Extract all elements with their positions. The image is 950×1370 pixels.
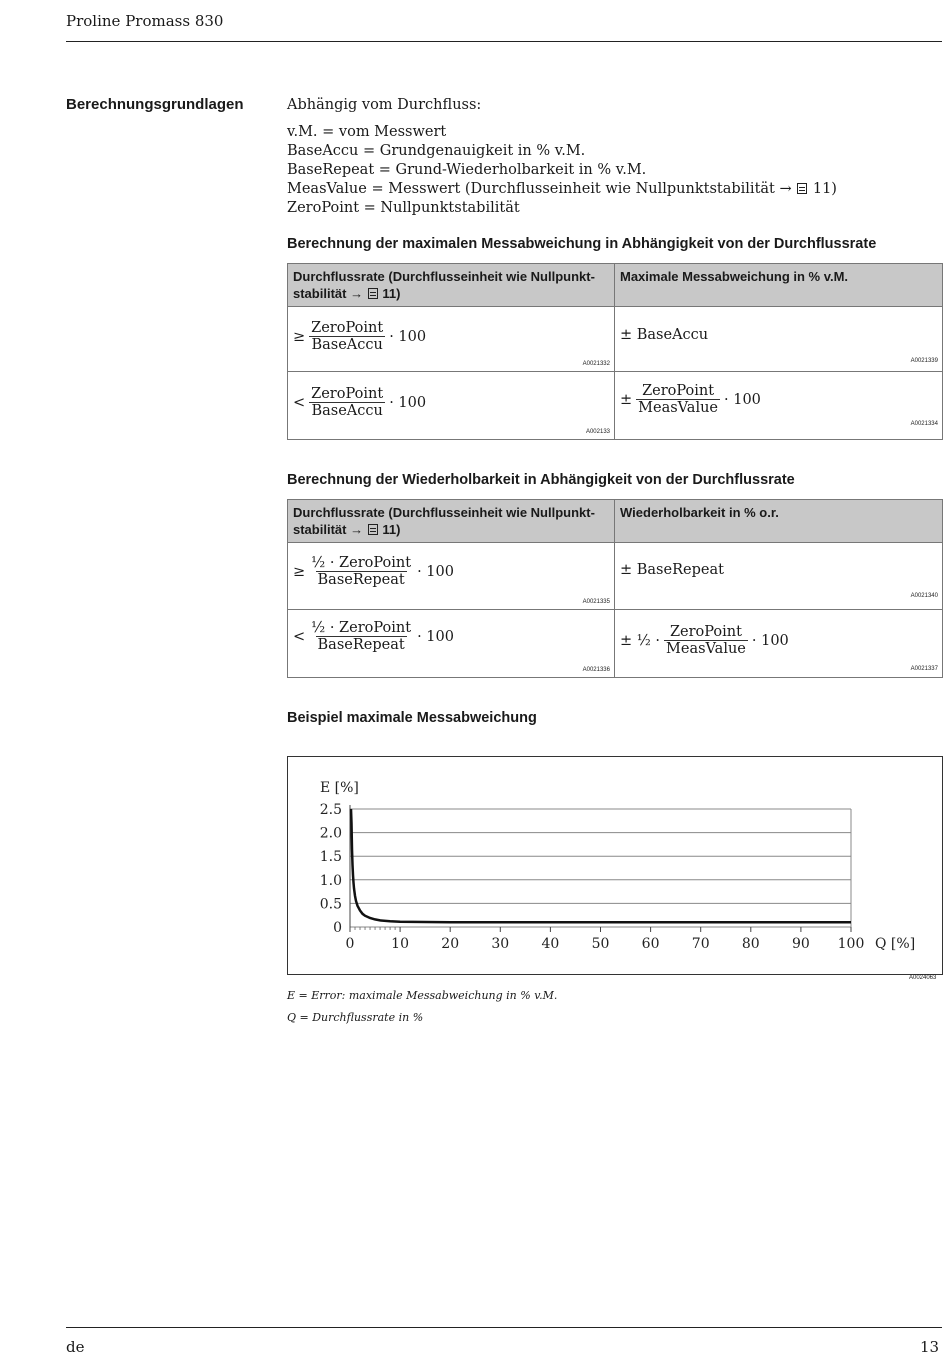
- denominator: MeasValue: [666, 641, 746, 657]
- operator: ≥: [293, 563, 306, 580]
- table1-row1-condition: [288, 307, 615, 372]
- numerator: ZeroPoint: [669, 624, 742, 640]
- error-curve: [351, 809, 851, 922]
- result-text: ± BaseRepeat: [620, 562, 724, 578]
- page-reference-icon: [797, 183, 807, 194]
- factor: · 100: [724, 391, 761, 408]
- repeatability-table: [287, 499, 943, 678]
- numerator: ½ · ZeroPoint: [311, 555, 412, 571]
- page-reference-icon: [368, 524, 378, 535]
- page-reference-icon: [368, 288, 378, 299]
- table1-col1-header-text: Durchflussrate (Durchflusseinheit wie Nullpunkt-stabilität →: [293, 269, 595, 301]
- definition-list: [287, 123, 837, 218]
- definition-measvalue-text: MeasValue = Messwert (Durchflusseinheit wie Nullpunktstabilität →: [287, 181, 792, 197]
- y-tick-label: 2.5: [319, 802, 342, 818]
- x-tick-label: 20: [441, 936, 460, 952]
- fraction: [309, 320, 385, 353]
- table1-col2-header: Maximale Messabweichung in % v.M.: [615, 264, 943, 307]
- operator: <: [293, 394, 306, 411]
- table2-col1-header-text: Durchflussrate (Durchflusseinheit wie Nullpunkt-stabilität →: [293, 505, 595, 537]
- table2-title: Berechnung der Wiederholbarkeit in Abhängigkeit von der Durchflussrate: [287, 472, 795, 488]
- error-chart: [288, 757, 942, 974]
- chart-frame: [287, 756, 943, 975]
- y-tick-label: 0.5: [319, 896, 342, 913]
- fraction: [664, 624, 748, 657]
- y-tick-label: 1.5: [319, 849, 342, 866]
- x-tick-label: 0: [345, 936, 355, 952]
- figure-code: A002133: [585, 429, 610, 435]
- denominator: MeasValue: [638, 400, 719, 416]
- table1-col1-header-ref[interactable]: 11): [382, 286, 401, 301]
- table2-row2-condition: [288, 610, 615, 678]
- table2-col1-header-ref[interactable]: 11): [382, 522, 401, 537]
- fraction: [309, 386, 385, 419]
- document-header-title: Proline Promass 830: [66, 12, 224, 30]
- factor: · 100: [389, 394, 427, 411]
- table2-row2-result: [615, 610, 943, 678]
- fraction: [636, 383, 720, 416]
- footer-rule: [66, 1327, 942, 1328]
- example-title: Beispiel maximale Messabweichung: [287, 710, 537, 726]
- x-axis-label: Q [%]: [875, 936, 916, 952]
- y-tick-label: 0: [333, 920, 342, 936]
- denominator: BaseRepeat: [317, 637, 405, 653]
- result-text: ± BaseAccu: [620, 327, 709, 343]
- x-tick-label: 90: [791, 936, 810, 952]
- plus-minus-half: ± ½ ·: [620, 632, 661, 649]
- operator: ≥: [293, 328, 306, 345]
- factor: · 100: [389, 328, 427, 345]
- x-tick-label: 70: [691, 936, 710, 952]
- denominator: BaseAccu: [311, 403, 383, 419]
- x-tick-label: 50: [591, 936, 610, 952]
- table1-title: Berechnung der maximalen Messabweichung in Abhängigkeit von der Durchflussrate: [287, 236, 877, 252]
- x-tick-label: 40: [541, 936, 560, 952]
- numerator: ZeroPoint: [311, 386, 384, 402]
- table2-row1-result: [615, 543, 943, 610]
- x-tick-label: 60: [641, 936, 660, 952]
- denominator: BaseRepeat: [317, 572, 405, 588]
- denominator: BaseAccu: [311, 337, 383, 353]
- definition-baserepeat: BaseRepeat = Grund-Wiederholbarkeit in % v.M.: [287, 162, 647, 178]
- definition-baseaccu: BaseAccu = Grundgenauigkeit in % v.M.: [287, 143, 586, 159]
- table1-col1-header: [288, 264, 615, 307]
- figure-code: A0021340: [910, 593, 938, 599]
- definition-measvalue-ref[interactable]: 11): [812, 181, 837, 197]
- header-rule: [66, 41, 942, 42]
- numerator: ZeroPoint: [311, 320, 384, 336]
- page-number: 13: [920, 1338, 940, 1356]
- x-tick-label: 100: [837, 936, 865, 952]
- y-tick-label: 1.0: [319, 872, 342, 889]
- x-tick-label: 10: [391, 936, 410, 952]
- section-side-heading: Berechnungsgrundlagen: [66, 96, 244, 113]
- table1-row2-result: [615, 372, 943, 440]
- footer-language: de: [66, 1338, 85, 1356]
- definition-vm: v.M. = vom Messwert: [287, 124, 447, 140]
- figure-code: A0021335: [582, 599, 610, 605]
- figure-code: A0021337: [910, 666, 938, 672]
- factor: · 100: [417, 628, 454, 645]
- definition-measvalue: [287, 180, 837, 199]
- caption-e: E = Error: maximale Messabweichung in % v.M.: [287, 989, 558, 1002]
- fraction: [309, 620, 413, 653]
- table2-col2-header: Wiederholbarkeit in % o.r.: [615, 500, 943, 543]
- definition-zeropoint: ZeroPoint = Nullpunktstabilität: [287, 200, 520, 216]
- max-error-table: [287, 263, 943, 440]
- table1-row1-result: [615, 307, 943, 372]
- table2-col1-header: [288, 500, 615, 543]
- figure-code: A0021334: [910, 421, 938, 427]
- figure-code: A0021336: [582, 667, 610, 673]
- factor: · 100: [417, 563, 454, 580]
- y-tick-label: 2.0: [319, 825, 342, 842]
- numerator: ZeroPoint: [642, 383, 715, 399]
- factor: · 100: [751, 632, 789, 649]
- figure-code: A0021332: [582, 361, 610, 367]
- fraction: [309, 555, 413, 588]
- x-tick-label: 80: [741, 936, 760, 952]
- table1-row2-condition: [288, 372, 615, 440]
- numerator: ½ · ZeroPoint: [311, 620, 412, 636]
- table2-row1-condition: [288, 543, 615, 610]
- operator: <: [293, 628, 306, 645]
- y-axis-label: E [%]: [320, 780, 359, 796]
- figure-code: A0021339: [910, 358, 938, 364]
- x-tick-label: 30: [491, 936, 510, 952]
- intro-lead: Abhängig vom Durchfluss:: [287, 97, 482, 113]
- caption-q: Q = Durchflussrate in %: [287, 1011, 424, 1024]
- figure-code: A0024063: [909, 975, 937, 981]
- plus-minus: ±: [620, 391, 633, 408]
